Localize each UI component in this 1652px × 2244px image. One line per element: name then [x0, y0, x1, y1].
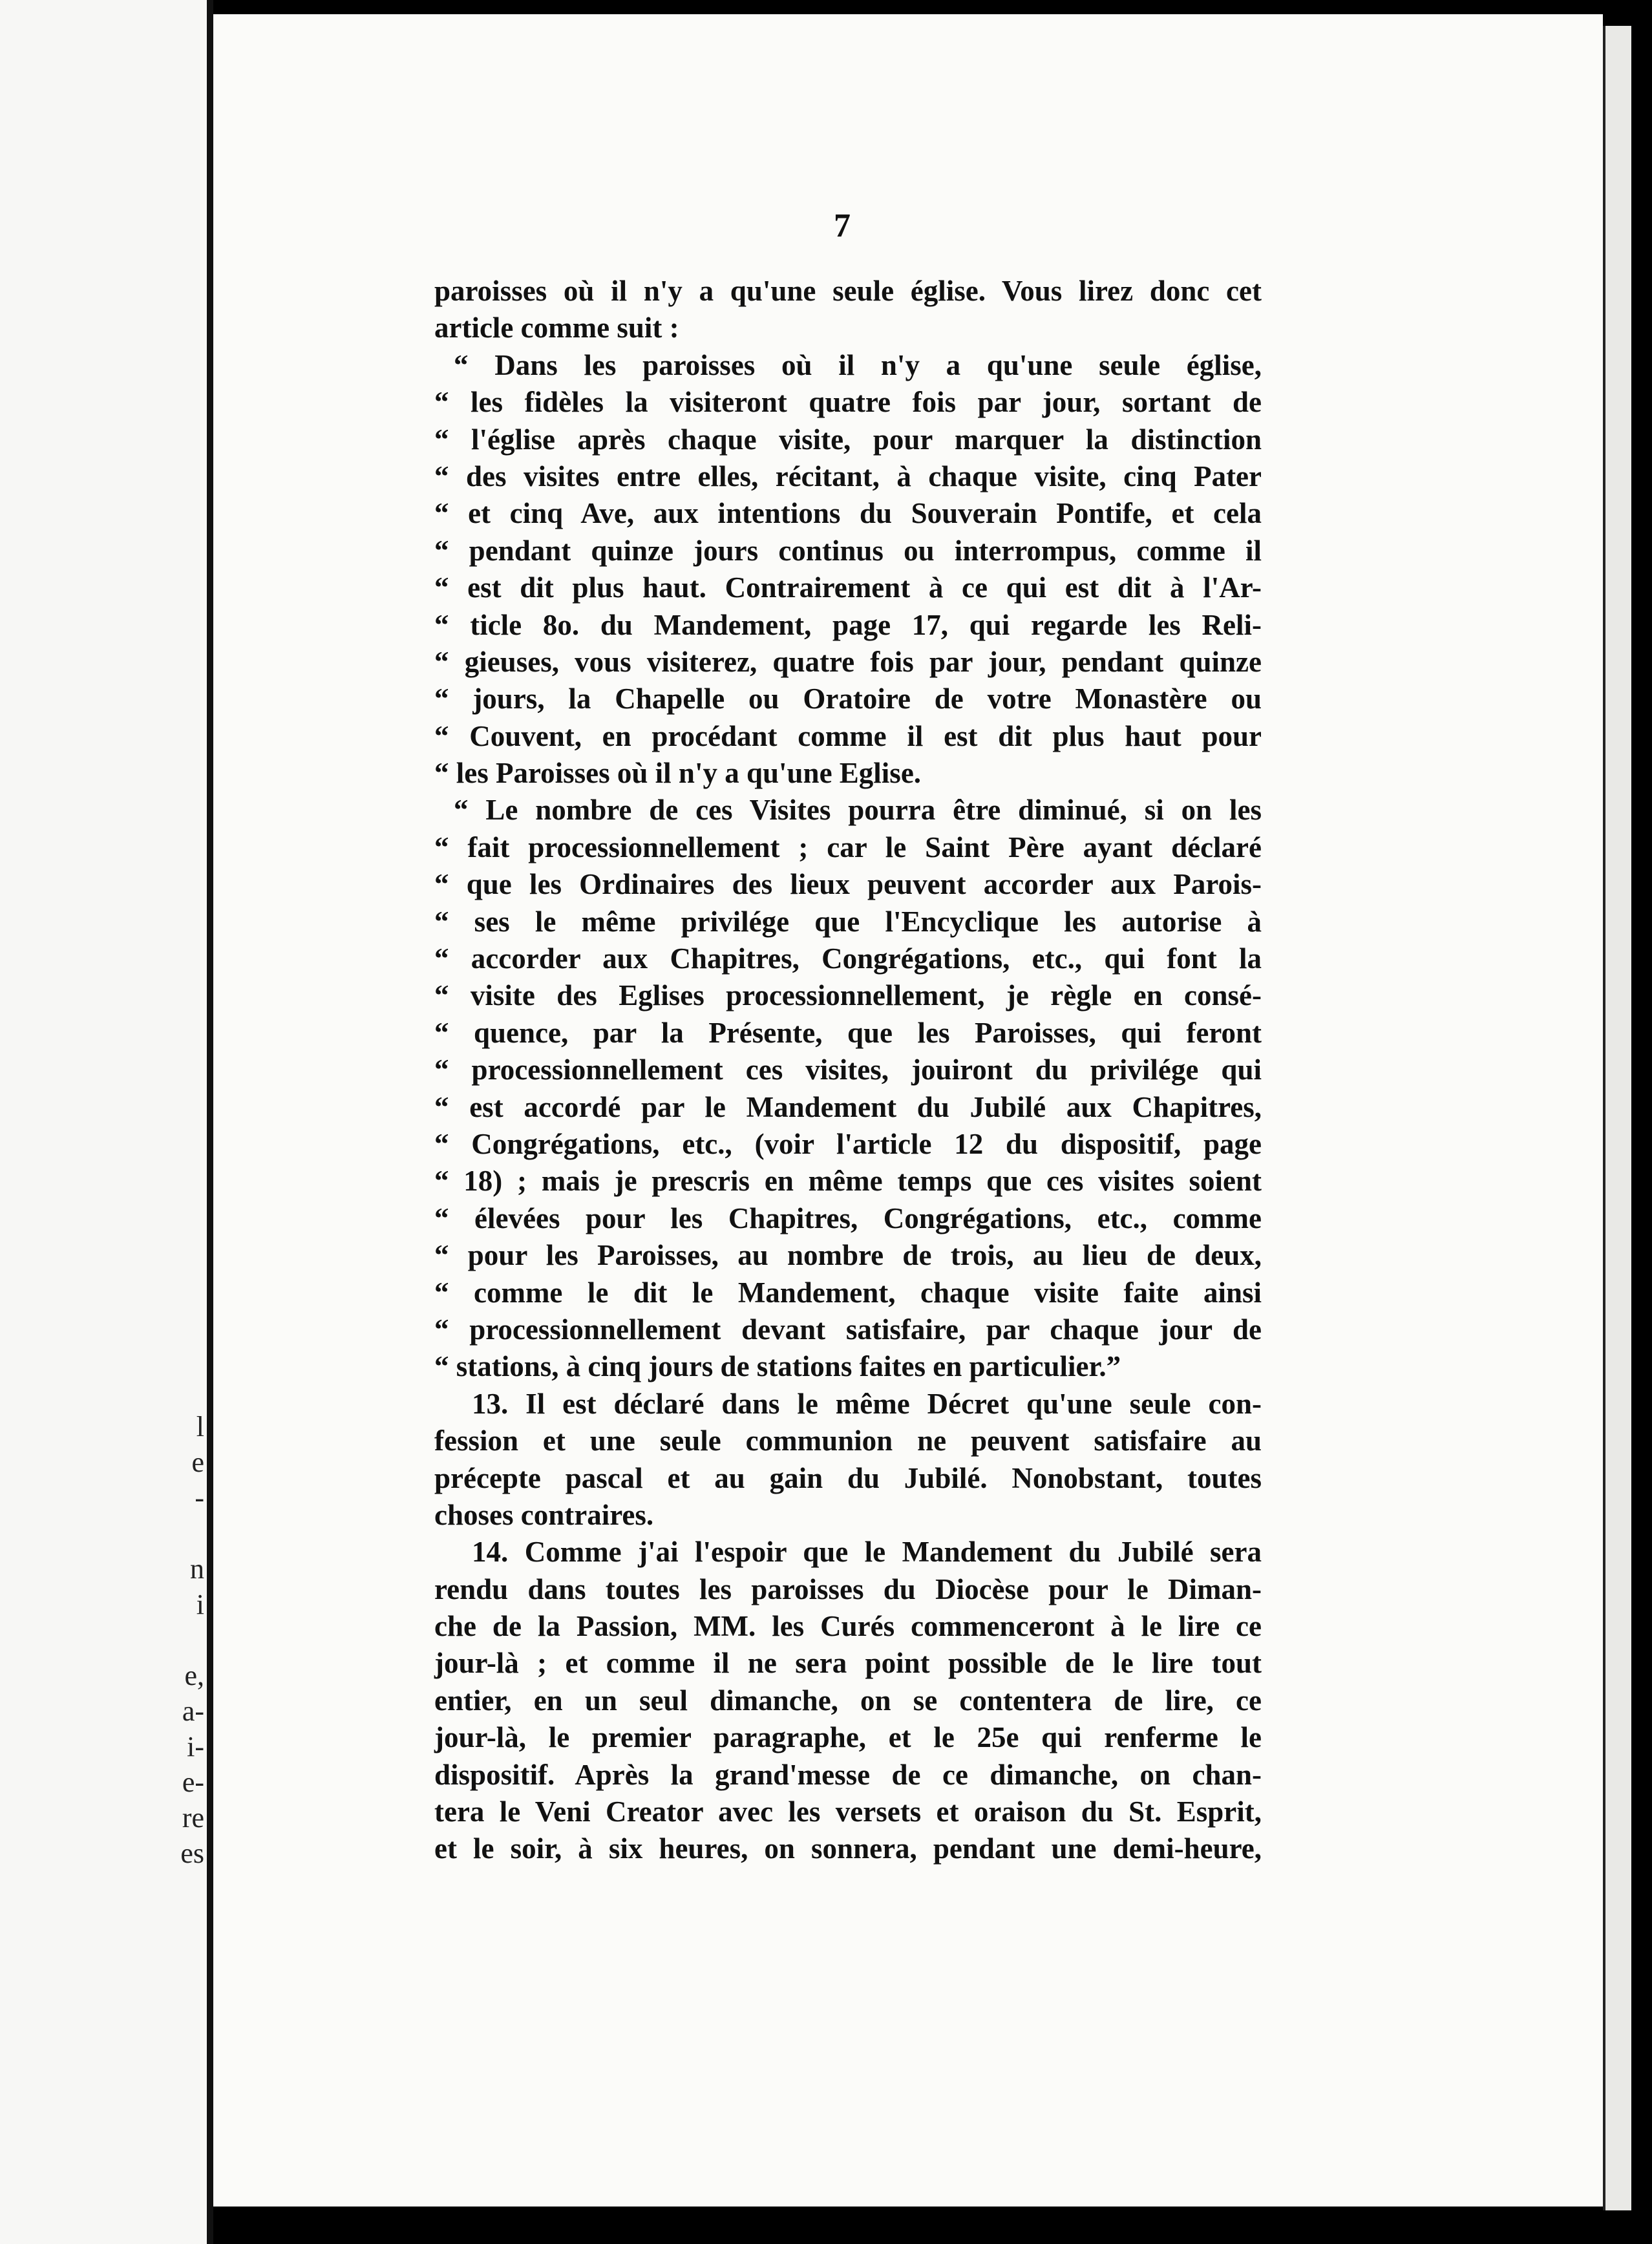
- text-line: “ quence, par la Présente, que les Paroisses, qui feront: [434, 1016, 1262, 1049]
- text-line: “ processionnellement ces visites, jouiront du privilége qui: [434, 1053, 1262, 1086]
- text-line: paroisses où il n'y a qu'une seule église. Vous lirez donc cet: [434, 275, 1262, 307]
- page-edge: [1603, 26, 1631, 2210]
- text-line: “ et cinq Ave, aux intentions du Souverain Pontife, et cela: [434, 497, 1262, 530]
- text-line: “ jours, la Chapelle ou Oratoire de votre Monastère ou: [434, 683, 1262, 715]
- left-fragment: [165, 1516, 204, 1551]
- text-line: “ les fidèles la visiteront quatre fois par jour, sortant de: [434, 386, 1262, 419]
- text-line: che de la Passion, MM. les Curés commenceront à le lire ce: [434, 1610, 1262, 1643]
- text-line: rendu dans toutes les paroisses du Diocèse pour le Diman-: [434, 1572, 1262, 1605]
- text-line: fession et une seule communion ne peuvent satisfaire au: [434, 1424, 1262, 1457]
- page-gutter: [207, 0, 213, 2244]
- text-line: “ visite des Eglises processionnellement, je règle en consé-: [434, 979, 1262, 1012]
- text-line: “ l'église après chaque visite, pour marquer la distinction: [434, 423, 1262, 456]
- text-line: dispositif. Après la grand'messe de ce dimanche, on chan-: [434, 1758, 1262, 1791]
- body-text: [434, 273, 1262, 1868]
- text-line: “ gieuses, vous visiterez, quatre fois par jour, pendant quinze: [434, 645, 1262, 678]
- text-line: “ accorder aux Chapitres, Congrégations, etc., qui font la: [434, 942, 1262, 975]
- text-line: 14. Comme j'ai l'espoir que le Mandement du Jubilé sera: [472, 1536, 1262, 1569]
- text-line: “ 18) ; mais je prescris en même temps que ces visites soient: [434, 1165, 1262, 1198]
- text-line: “ stations, à cinq jours de stations faites en particulier.”: [434, 1350, 1121, 1383]
- text-line: précepte pascal et au gain du Jubilé. Nonobstant, toutes: [434, 1461, 1262, 1494]
- left-fragment: l: [196, 1411, 204, 1443]
- left-fragment: i: [196, 1589, 204, 1620]
- text-line: article comme suit :: [434, 312, 679, 344]
- text-line: “ Congrégations, etc., (voir l'article 12 du dispositif, page: [434, 1127, 1262, 1160]
- text-line: entier, en un seul dimanche, on se contentera de lire, ce: [434, 1684, 1262, 1717]
- left-fragment: a-: [182, 1695, 204, 1727]
- left-fragment: re: [182, 1802, 204, 1834]
- text-line: “ est accordé par le Mandement du Jubilé aux Chapitres,: [434, 1090, 1262, 1123]
- text-line: tera le Veni Creator avec les versets et oraison du St. Esprit,: [434, 1795, 1262, 1828]
- text-line: jour-là, le premier paragraphe, et le 25e qui renferme le: [434, 1721, 1262, 1754]
- text-line: “ pendant quinze jours continus ou interrompus, comme il: [434, 534, 1262, 567]
- text-line: “ ses le même privilége que l'Encyclique les autorise à: [434, 905, 1262, 938]
- text-line: “ les Paroisses où il n'y a qu'une Eglise.: [434, 757, 922, 790]
- left-facing-page: [0, 0, 213, 2244]
- text-line: “ pour les Paroisses, au nombre de trois, au lieu de deux,: [434, 1239, 1262, 1272]
- left-page-fragments: [165, 1409, 204, 1871]
- text-line: “ des visites entre elles, récitant, à chaque visite, cinq Pater: [434, 460, 1262, 492]
- text-line: “ fait processionnellement ; car le Saint Père ayant déclaré: [434, 831, 1262, 863]
- text-line: “ élevées pour les Chapitres, Congrégations, etc., comme: [434, 1201, 1262, 1234]
- left-fragment: e: [191, 1446, 204, 1478]
- text-line: “ Dans les paroisses où il n'y a qu'une seule église,: [454, 348, 1262, 381]
- text-line: 13. Il est déclaré dans le même Décret qu'une seule con-: [472, 1387, 1262, 1420]
- text-line: “ processionnellement devant satisfaire, par chaque jour de: [434, 1313, 1262, 1346]
- text-line: “ est dit plus haut. Contrairement à ce qui est dit à l'Ar-: [434, 571, 1262, 604]
- left-fragment: es: [180, 1837, 204, 1869]
- left-fragment: n: [190, 1553, 204, 1585]
- left-fragment: e,: [184, 1660, 204, 1691]
- text-line: “ comme le dit le Mandement, chaque visite faite ainsi: [434, 1276, 1262, 1309]
- text-line: choses contraires.: [434, 1498, 654, 1531]
- left-fragment: e-: [182, 1766, 204, 1798]
- text-line: “ Couvent, en procédant comme il est dit plus haut pour: [434, 719, 1262, 752]
- page-number: 7: [834, 207, 851, 244]
- left-fragment: -: [195, 1482, 204, 1514]
- text-line: et le soir, à six heures, on sonnera, pendant une demi-heure,: [434, 1832, 1262, 1865]
- left-fragment: i-: [187, 1731, 204, 1762]
- text-line: “ que les Ordinaires des lieux peuvent accorder aux Parois-: [434, 868, 1262, 901]
- left-fragment: [165, 1622, 204, 1658]
- text-line: “ ticle 8o. du Mandement, page 17, qui regarde les Reli-: [434, 608, 1262, 641]
- text-line: jour-là ; et comme il ne sera point possible de le lire tout: [434, 1647, 1262, 1680]
- text-line: “ Le nombre de ces Visites pourra être diminué, si on les: [454, 794, 1262, 827]
